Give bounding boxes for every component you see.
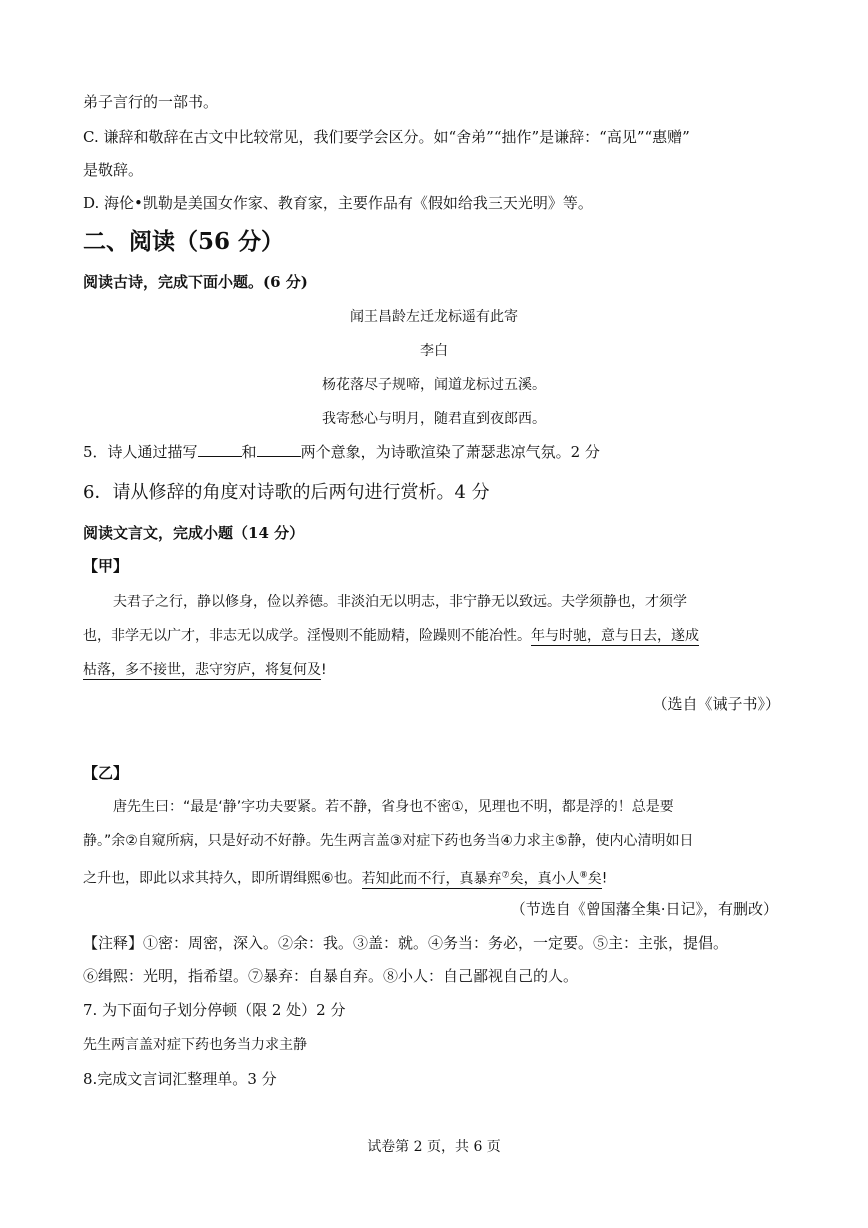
option-c-line1: C. 谦辞和敬辞在古文中比较常见，我们要学会区分。如“舍弟”“拙作”是谦辞：“高见”“惠赠”	[83, 128, 690, 146]
jia-line-3-end: !	[321, 662, 327, 678]
question-7-sentence: 先生两言盖对症下药也务当力求主静	[83, 1037, 307, 1053]
yi-line-3	[83, 865, 607, 889]
jia-line-2	[83, 626, 699, 646]
note-7-mark: ⑦	[501, 870, 510, 880]
yi-underlined-b: 矣，真小人	[509, 870, 580, 887]
notes-line-1: 【注释】①密：周密，深入。②余：我。③盖：就。④务当：务必，一定要。⑤主：主张，提倡。	[83, 934, 729, 952]
yi-label: 【乙】	[83, 764, 129, 782]
q5-part2: 和	[241, 443, 257, 461]
yi-source: （节选自《曾国藩全集·日记》，有删改）	[510, 900, 778, 918]
jia-underlined-sentence-a: 年与时驰，意与日去，遂成	[531, 628, 699, 644]
yi-underlined-sentence	[362, 871, 602, 889]
question-7: 7. 为下面句子划分停顿（限 2 处）2 分	[83, 1001, 346, 1019]
jia-line-3	[83, 660, 327, 680]
option-c-line2: 是敬辞。	[83, 161, 144, 179]
jia-line-1: 夫君子之行，静以修身，俭以养德。非淡泊无以明志，非宁静无以致远。夫学须静也，才须学	[113, 594, 687, 610]
question-5	[83, 442, 600, 462]
section-title: 二、阅读（56 分）	[83, 228, 285, 255]
jia-line-2-text: 也，非学无以广才，非志无以成学。淫慢则不能励精，险躁则不能冶性。	[83, 628, 531, 644]
poem-line-1: 杨花落尽子规啼，闻道龙标过五溪。	[322, 377, 546, 393]
poem-intro: 阅读古诗，完成下面小题。(6 分)	[83, 273, 308, 291]
yi-underlined-a: 若知此而不行，真暴弃	[361, 870, 502, 887]
continuation-text: 弟子言行的一部书。	[83, 93, 219, 111]
q5-part3: 两个意象，为诗歌渲染了萧瑟悲凉气氛。2 分	[300, 443, 600, 461]
note-8-mark: ⑧	[579, 870, 588, 880]
jia-source: （选自《诫子书》）	[652, 695, 780, 713]
yi-line-2: 静。”余②自窥所病，只是好动不好静。先生两言盖③对症下药也务当④力求主⑤静，使内心清明如日	[83, 833, 694, 849]
poem-title: 闻王昌龄左迁龙标遥有此寄	[350, 309, 518, 325]
jia-label: 【甲】	[83, 557, 129, 575]
poem-author: 李白	[420, 343, 448, 359]
classical-intro: 阅读文言文，完成小题（14 分）	[83, 524, 305, 542]
yi-underlined-c: 矣	[587, 870, 602, 887]
question-8: 8.完成文言词汇整理单。3 分	[83, 1070, 277, 1088]
yi-line-3-text: 之升也，即此以求其持久，即所谓缉熙⑥也。	[83, 870, 362, 887]
poem-line-2: 我寄愁心与明月，随君直到夜郎西。	[322, 411, 546, 427]
q5-part1: 5．诗人通过描写	[83, 443, 198, 461]
q5-blank-1[interactable]	[198, 442, 242, 457]
question-6: 6．请从修辞的角度对诗歌的后两句进行赏析。4 分	[83, 482, 490, 503]
q5-blank-2[interactable]	[257, 442, 301, 457]
jia-underlined-sentence-b: 枯落，多不接世，悲守穷庐，将复何及	[83, 662, 321, 678]
yi-line-3-end: !	[601, 870, 608, 887]
notes-line-2: ⑥缉熙：光明，指希望。⑦暴弃：自暴自弃。⑧小人：自己鄙视自己的人。	[83, 967, 579, 985]
yi-line-1: 唐先生曰：“最是‘静’字功夫要紧。若不静，省身也不密①，见理也不明，都是浮的！总是要	[113, 799, 674, 815]
page-footer: 试卷第 2 页，共 6 页	[367, 1139, 501, 1155]
option-d: D. 海伦•凯勒是美国女作家、教育家，主要作品有《假如给我三天光明》等。	[83, 194, 593, 212]
